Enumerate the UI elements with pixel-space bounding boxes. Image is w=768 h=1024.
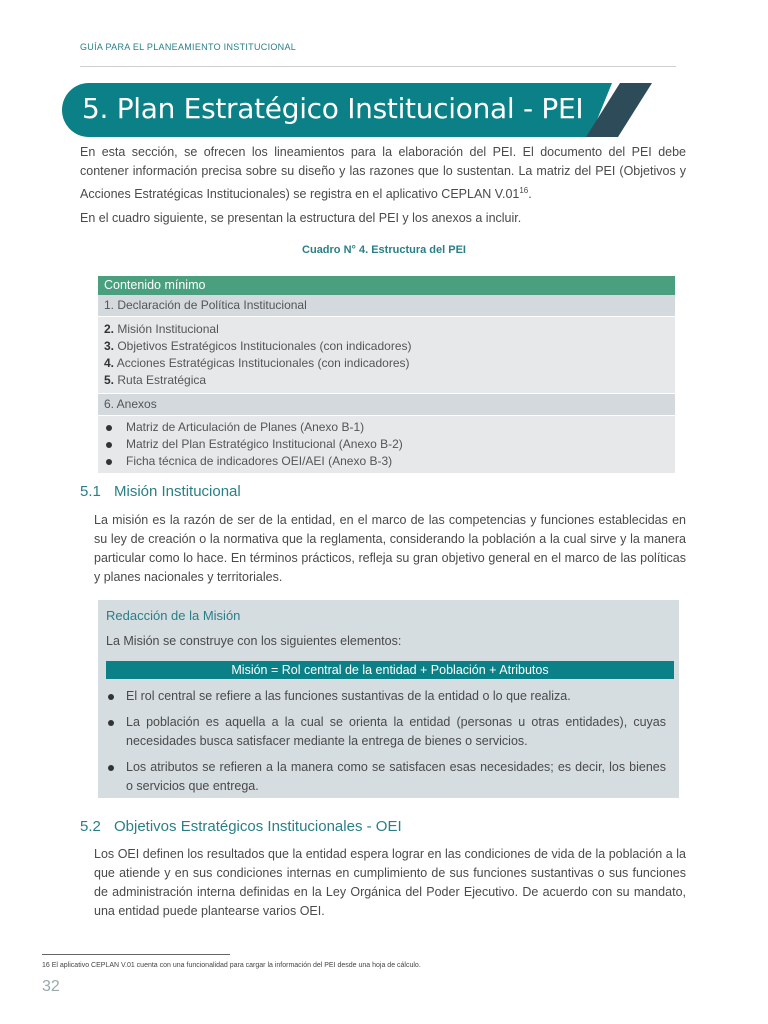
item-text: Acciones Estratégicas Institucionales (con indicadores) xyxy=(114,356,410,370)
bullet-icon xyxy=(106,459,112,465)
item-text: Misión Institucional xyxy=(114,322,219,336)
footnote: 16 El aplicativo CEPLAN V.01 cuenta con una funcionalidad para cargar la información del PEI desde una hoja de cálculo. xyxy=(42,962,421,969)
bullet-icon xyxy=(108,765,114,771)
annex-text: Matriz del Plan Estratégico Institucional (Anexo B-2) xyxy=(126,437,403,451)
section-heading-5-2 xyxy=(80,818,402,835)
chapter-title: 5. Plan Estratégico Institucional - PEI xyxy=(82,92,584,125)
list-item-text: El rol central se refiere a las funciones sustantivas de la entidad o lo que realiza. xyxy=(126,689,571,703)
intro-paragraph-1-text: En esta sección, se ofrecen los lineamientos para la elaboración del PEI. El documento del PEI debe contener información precisa sobre su diseño y las razones que lo sustentan. La matriz del PEI (Objetivos y Acciones Estratégicas Institucionales) se registra en el aplicativo CEPLAN V.01 xyxy=(80,145,686,202)
callout-list xyxy=(106,687,666,803)
list-item xyxy=(104,436,669,453)
mission-callout-box xyxy=(98,600,679,798)
item-number: 4. xyxy=(104,356,115,370)
intro-paragraph-2: En el cuadro siguiente, se presentan la estructura del PEI y los anexos a incluir. xyxy=(80,211,522,225)
annex-text: Matriz de Articulación de Planes (Anexo B-1) xyxy=(126,420,365,434)
list-item xyxy=(106,713,666,751)
bullet-icon xyxy=(106,425,112,431)
footnote-ref: 16 xyxy=(519,186,529,195)
bullet-icon xyxy=(108,720,114,726)
callout-intro: La Misión se construye con los siguientes elementos: xyxy=(106,634,402,648)
list-item xyxy=(106,687,666,706)
table-caption: Cuadro N° 4. Estructura del PEI xyxy=(302,244,466,256)
table-row: 1. Declaración de Política Institucional xyxy=(98,295,675,317)
list-item-text: Los atributos se refieren a la manera como se satisfacen esas necesidades; es decir, los bienes o servicios que entrega. xyxy=(126,760,666,793)
item-number: 5. xyxy=(104,373,115,387)
table-row-group xyxy=(98,317,675,394)
table-row: 6. Anexos xyxy=(98,394,675,416)
list-item-text: La población es aquella a la cual se orienta la entidad (personas u otras entidades), cuyas necesidades busca satisfacer mediante la entrega de bienes o servicios. xyxy=(126,715,666,748)
item-text: Ruta Estratégica xyxy=(114,373,207,387)
item-text: Objetivos Estratégicos Institucionales (con indicadores) xyxy=(114,339,412,353)
list-item xyxy=(106,758,666,796)
mission-formula: Misión = Rol central de la entidad + Población + Atributos xyxy=(106,661,674,679)
table-line xyxy=(104,321,669,338)
item-number: 3. xyxy=(104,339,115,353)
table-line xyxy=(104,372,669,389)
table-row-annexes xyxy=(98,416,675,474)
footnote-divider xyxy=(42,954,230,955)
section-heading-5-1 xyxy=(80,483,241,500)
running-header: GUÍA PARA EL PLANEAMIENTO INSTITUCIONAL xyxy=(80,42,297,52)
bullet-icon xyxy=(106,442,112,448)
annex-text: Ficha técnica de indicadores OEI/AEI (Anexo B-3) xyxy=(126,454,393,468)
table-line xyxy=(104,338,669,355)
table-header: Contenido mínimo xyxy=(98,276,675,295)
section-title: Objetivos Estratégicos Institucionales - OEI xyxy=(114,818,402,835)
table-line xyxy=(104,355,669,372)
section-number: 5.1 xyxy=(80,483,101,500)
page-number: 32 xyxy=(42,978,60,995)
structure-table xyxy=(98,276,675,474)
callout-title: Redacción de la Misión xyxy=(106,608,241,623)
bullet-icon xyxy=(108,694,114,700)
section-number: 5.2 xyxy=(80,818,101,835)
oei-paragraph: Los OEI definen los resultados que la entidad espera lograr en las condiciones de vida de la población a la que atiende y en sus condiciones internas en cumplimiento de sus funciones sustantivas o sus funciones de administración interna definidas en la Ley Orgánica del Poder Ejecutivo. De acuerdo con su mandato, una entidad puede plantearse varios OEI. xyxy=(94,847,686,918)
section-title: Misión Institucional xyxy=(114,483,241,500)
mission-paragraph: La misión es la razón de ser de la entidad, en el marco de las competencias y funciones establecidas en su ley de creación o la normativa que la reglamenta, considerando la población a la cual sirve y la manera particular como lo hace. En términos prácticos, refleja su gran objetivo general en el marco de las políticas y planes nacionales y territoriales. xyxy=(94,513,686,584)
list-item xyxy=(104,419,669,436)
header-divider xyxy=(80,66,676,67)
intro-paragraph-1: En esta sección, se ofrecen los lineamientos para la elaboración del PEI. El documento del PEI debe contener información precisa sobre su diseño y las razones que lo sustentan. La matriz del PEI (Objetivos y Acciones Estratégicas Institucionales) se registra en el aplicativo CEPLAN $V.01^{16}$. xyxy=(80,145,686,202)
item-number: 2. xyxy=(104,322,115,336)
list-item xyxy=(104,453,669,470)
